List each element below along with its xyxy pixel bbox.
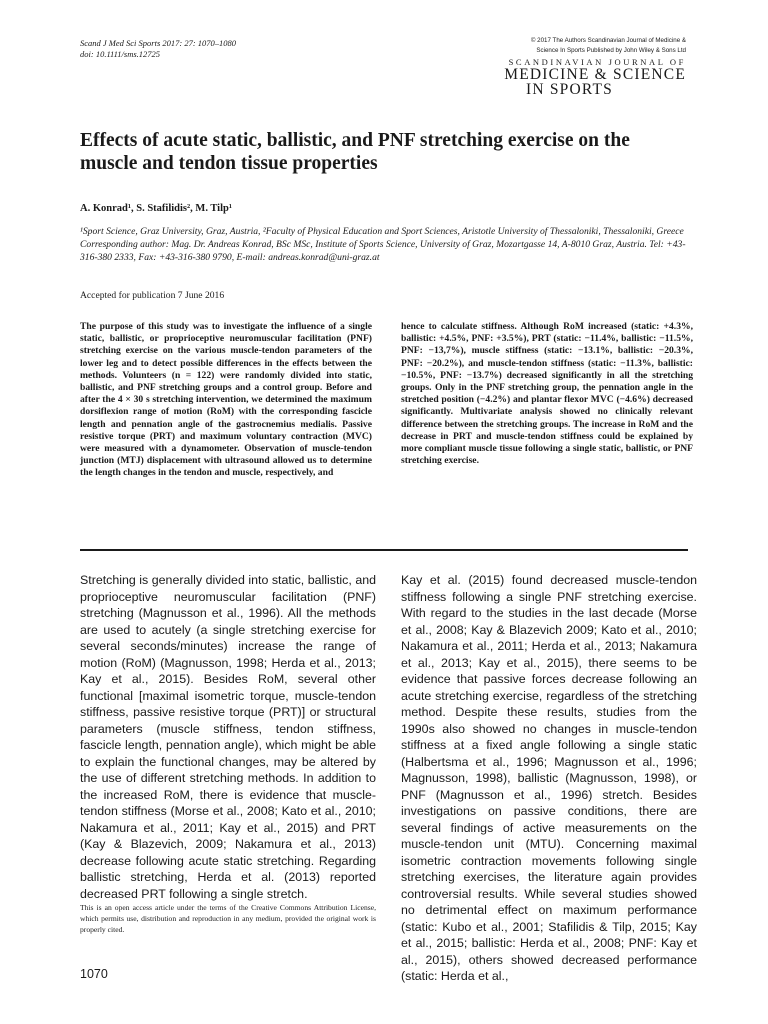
journal-citation: Scand J Med Sci Sports 2017: 27: 1070–1080 <box>80 38 237 48</box>
logo-line-2: MEDICINE & SCIENCE <box>504 66 686 83</box>
copyright-notice <box>466 36 686 56</box>
affiliation-institutions: ¹Sport Science, Graz University, Graz, Austria, ²Faculty of Physical Education and Sport Sciences, Aristotle University of Thessaloniki, Thessaloniki, Greece <box>80 226 684 237</box>
accepted-date: Accepted for publication 7 June 2016 <box>80 290 225 301</box>
abstract-column-right: hence to calculate stiffness. Although RoM increased (static: +4.3%, ballistic: +4.5%, PNF: +3.5%), PRT (static: −11.4%, ballistic: −11.5%, PNF: −13,7%), muscle stiffness (static: −13.1%, ballistic: −20.3%, PNF: −20.2%), and muscle-tendon stiffness (static: −11.3%, ballistic: −10.5%, PNF: −13.7%) decreased significantly in all the stretching groups. Only in the PNF stretching group, the pennation angle in the stretched position (−4.2%) and plantar flexor MVC (−4.6%) decreased significantly. Multivariate analysis showed no clinically relevant difference between the stretching groups. The increase in RoM and the decrease in PRT and muscle-tendon stiffness could be explained by more compliant muscle tissue following a single static, ballistic, or PNF stretching exercise. <box>401 321 693 467</box>
license-footnote: This is an open access article under the terms of the Creative Commons Attribution License, which permits use, distribution and reproduction in any medium, provided the original work is properly cited. <box>80 903 376 934</box>
body-column-right: Kay et al. (2015) found decreased muscle-tendon stiffness following a single PNF stretching exercise. With regard to the studies in the last decade (Morse et al., 2008; Kay & Blazevich 2009; Kato et al., 2010; Nakamura et al., 2011; Herda et al., 2013; Nakamura et al., 2013; Kay et al., 2015), there seems to be evidence that passive forces decrease following an acute stretching exercise, regardless of the stretching method. Despite these results, studies from the 1990s also showed no changes in muscle-tendon stiffness at a fixed angle following a single static (Halbertsma et al., 1996; Magnusson et al., 1996; Magnusson, 1998), ballistic (Magnusson, 1998), or PNF (Magnusson et al., 1996) stretch. Besides investigations on passive conditions, there are several findings of active measurements on the muscle-tendon unit (MTU). Concerning maximal isometric contraction movements following single stretching exercises, the literature again provides controversial results. While several studies showed no detrimental effect on maximum performance (static: Kubo et al., 2001; Stafilidis & Tilp, 2015; Kay et al., 2015; ballistic: Herda et al., 2008; PNF: Kay et al., 2015), others showed decreased performance (static: Herda et al., <box>401 573 697 983</box>
author-list: A. Konrad¹, S. Stafilidis², M. Tilp¹ <box>80 203 233 214</box>
journal-logo <box>486 57 686 97</box>
doi: doi: 10.1111/sms.12725 <box>80 49 161 59</box>
logo-line-3: IN SPORTS <box>526 81 613 98</box>
section-divider <box>80 549 688 551</box>
logo-line-1: SCANDINAVIAN JOURNAL OF <box>508 57 686 67</box>
affiliations <box>80 225 690 264</box>
copyright-line-2: Science In Sports Published by John Wiley & Sons Ltd <box>536 47 686 54</box>
body-column-left: Stretching is generally divided into static, ballistic, and proprioceptive neuromuscular facilitation (PNF) stretching (Magnusson et al., 1996). All the methods are used to acutely (a single stretching exercise for several seconds/minutes) increase the range of motion (RoM) (Magnusson, 1998; Herda et al., 2013; Kay et al., 2015). Besides RoM, several other functional [maximal isometric torque, muscle-tendon stiffness, passive resistive torque (PRT)] or structural parameters (muscle stiffness, tendon stiffness, fascicle length, pennation angle), which might be able to explain the functional changes, may be altered by the use of different stretching methods. In addition to the increased RoM, there is evidence that muscle-tendon stiffness (Morse et al., 2008; Kato et al., 2010; Nakamura et al., 2011; Kay et al., 2015) and PRT (Kay & Blazevich, 2009; Nakamura et al., 2013) decrease following acute static stretching. Regarding ballistic stretching, Herda et al. (2013) reported decreased PRT following a single stretch. <box>80 573 376 901</box>
article-title: Effects of acute static, ballistic, and PNF stretching exercise on the muscle and tendon tissue properties <box>80 130 630 174</box>
copyright-line-1: © 2017 The Authors Scandinavian Journal of Medicine & <box>530 37 686 44</box>
corresponding-author: Corresponding author: Mag. Dr. Andreas Konrad, BSc MSc, Institute of Sports Science, University of Graz, Mozartgasse 14, A-8010 Graz, Austria. Tel: +43-316-380 2333, Fax: +43-316-380 9790, E-mail: andreas.konrad@uni-graz.at <box>80 239 686 263</box>
abstract-column-left: The purpose of this study was to investigate the influence of a single static, ballistic, or proprioceptive neuromuscular facilitation (PNF) stretching exercise on the various muscle-tendon parameters of the lower leg and to detect possible differences in the effects between the methods. Volunteers (n = 122) were randomly divided into static, ballistic, and PNF stretching groups and a control group. Before and after the 4 × 30 s stretching intervention, we determined the maximum dorsiflexion range of motion (RoM) with the corresponding fascicle length and pennation angle of the gastrocnemius medialis. Passive resistive torque (PRT) and maximum voluntary contraction (MVC) were measured with a dynamometer. Observation of muscle-tendon junction (MTJ) displacement with ultrasound allowed us to determine the length changes in the tendon and muscle, respectively, and <box>80 321 372 479</box>
journal-reference <box>80 38 236 60</box>
page-number: 1070 <box>80 967 108 981</box>
